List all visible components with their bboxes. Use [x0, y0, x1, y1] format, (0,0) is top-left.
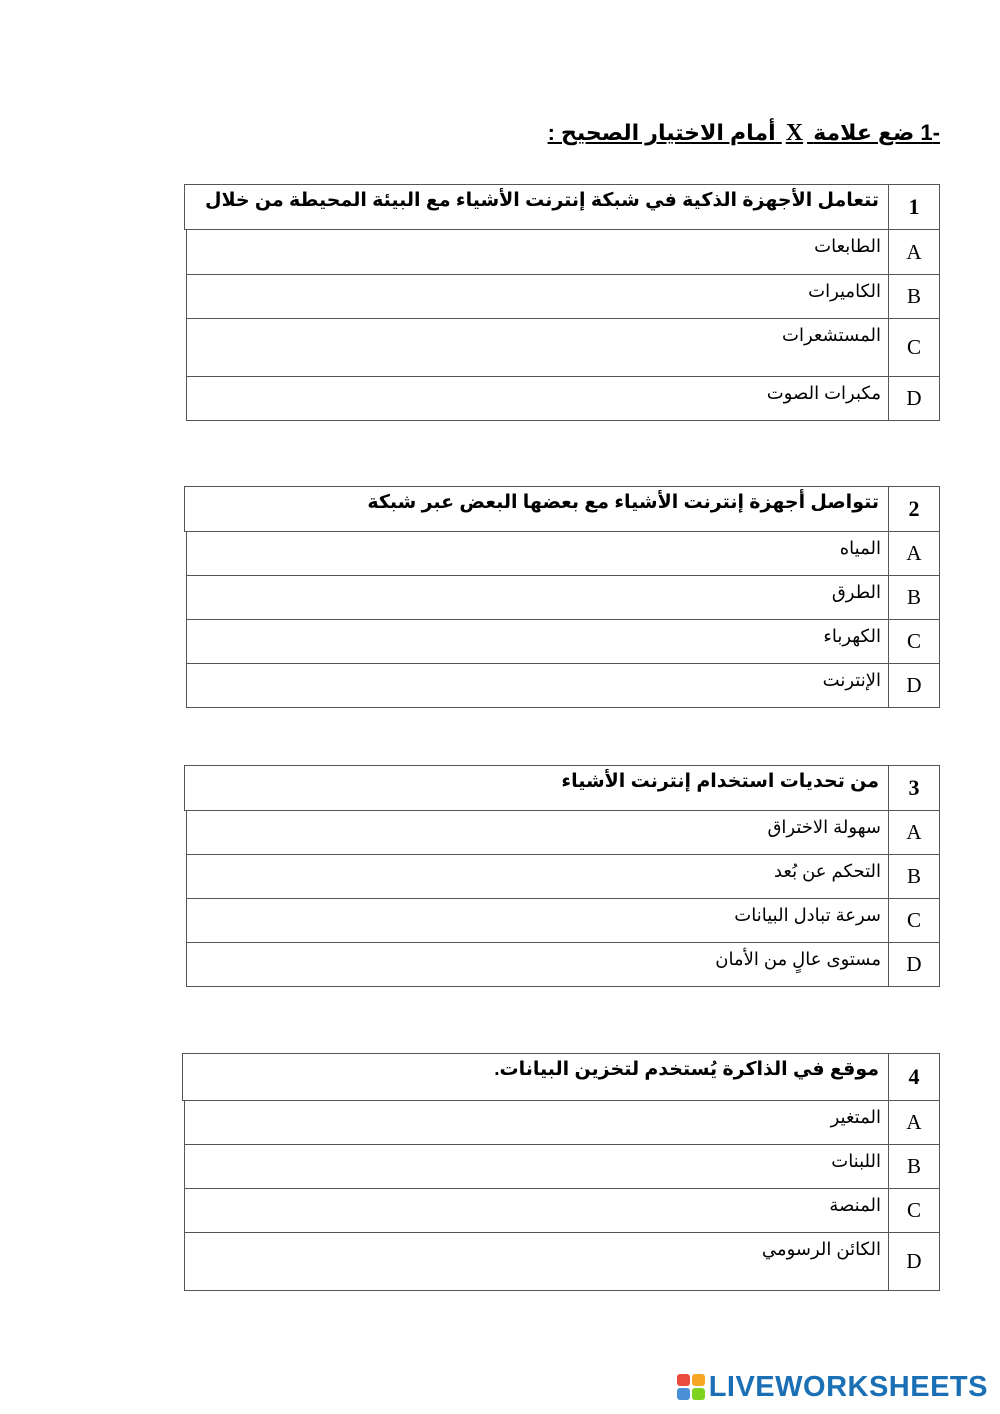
option-text: اللبنات — [831, 1151, 881, 1171]
question-text: تتواصل أجهزة إنترنت الأشياء مع بعضها البعض عبر شبكة — [367, 492, 879, 513]
option-row[interactable] — [186, 532, 940, 576]
instruction-mark: X — [785, 120, 804, 146]
option-text: سهولة الاختراق — [767, 817, 881, 837]
option-letter: B — [888, 576, 939, 619]
question-text: من تحديات استخدام إنترنت الأشياء — [561, 771, 879, 792]
question-4-table — [182, 1053, 940, 1291]
question-row — [184, 486, 940, 532]
liveworksheets-watermark — [677, 1370, 988, 1404]
question-3-table — [184, 765, 940, 987]
option-row[interactable] — [186, 855, 940, 899]
option-letter: C — [888, 620, 939, 663]
instruction-heading — [548, 120, 940, 147]
question-number: 3 — [888, 766, 939, 810]
option-row[interactable] — [184, 1145, 940, 1189]
option-letter: C — [888, 319, 939, 376]
question-text: تتعامل الأجهزة الذكية في شبكة إنترنت الأشياء مع البيئة المحيطة من خلال — [204, 190, 879, 211]
option-text: المنصة — [829, 1195, 881, 1215]
option-text: المياه — [839, 538, 881, 558]
instruction-prefix: -1 ضع علامة — [813, 120, 940, 145]
option-row[interactable] — [186, 899, 940, 943]
option-text: التحكم عن بُعد — [773, 861, 881, 881]
option-letter: C — [888, 899, 939, 942]
option-letter: D — [888, 664, 939, 707]
question-number: 1 — [888, 185, 939, 229]
option-row[interactable] — [184, 1101, 940, 1145]
option-letter: A — [888, 230, 939, 274]
question-text: موقع في الذاكرة يُستخدم لتخزين البيانات. — [494, 1059, 879, 1080]
option-text: الكائن الرسومي — [761, 1239, 881, 1259]
option-row[interactable] — [186, 377, 940, 421]
option-letter: D — [888, 943, 939, 986]
option-text: مكبرات الصوت — [766, 383, 881, 403]
option-row[interactable] — [186, 275, 940, 319]
option-text: المستشعرات — [782, 325, 881, 345]
option-text: الطابعات — [814, 236, 881, 256]
option-letter: A — [888, 1101, 939, 1144]
question-row — [184, 184, 940, 230]
option-letter: A — [888, 811, 939, 854]
option-row[interactable] — [186, 620, 940, 664]
option-letter: B — [888, 275, 939, 318]
question-2-table — [184, 486, 940, 708]
option-letter: A — [888, 532, 939, 575]
liveworksheets-logo-icon — [677, 1374, 705, 1400]
option-row[interactable] — [186, 230, 940, 275]
option-text: مستوى عالٍ من الأمان — [715, 949, 881, 969]
option-row[interactable] — [186, 664, 940, 708]
option-letter: C — [888, 1189, 939, 1232]
option-row[interactable] — [184, 1233, 940, 1291]
option-text: الإنترنت — [822, 670, 881, 690]
option-row[interactable] — [184, 1189, 940, 1233]
option-text: المتغير — [830, 1107, 881, 1127]
instruction-suffix: أمام الاختيار الصحيح : — [547, 120, 776, 145]
watermark-text: LIVEWORKSHEETS — [708, 1370, 988, 1403]
option-letter: B — [888, 1145, 939, 1188]
option-letter: D — [888, 377, 939, 420]
option-row[interactable] — [186, 319, 940, 377]
question-row — [182, 1053, 940, 1101]
question-row — [184, 765, 940, 811]
option-letter: D — [888, 1233, 939, 1290]
question-number: 2 — [888, 487, 939, 531]
option-row[interactable] — [186, 811, 940, 855]
option-text: الكهرباء — [823, 626, 881, 646]
option-row[interactable] — [186, 576, 940, 620]
question-number: 4 — [888, 1054, 939, 1100]
option-text: الطرق — [831, 582, 881, 602]
question-1-table — [184, 184, 940, 421]
option-text: الكاميرات — [808, 281, 881, 301]
option-row[interactable] — [186, 943, 940, 987]
option-letter: B — [888, 855, 939, 898]
option-text: سرعة تبادل البيانات — [734, 905, 881, 925]
